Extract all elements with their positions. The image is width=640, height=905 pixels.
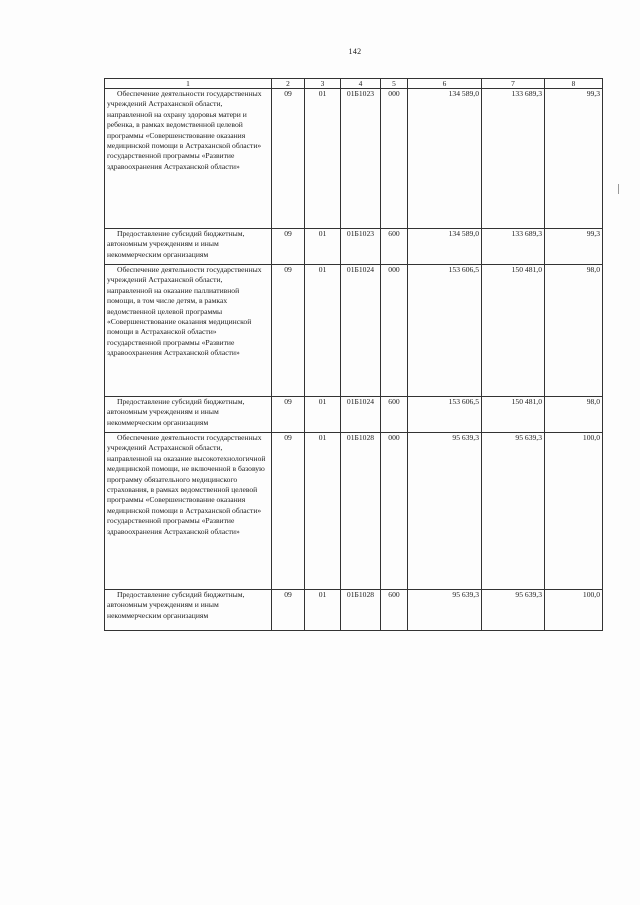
cell-section: 09 (272, 89, 305, 229)
cell-target-code: 01Б1023 (341, 229, 381, 265)
cell-section: 09 (272, 265, 305, 397)
description-text: Обеспечение деятельности государственных учреждений Астраханской области, направленной на оказание паллиативной помощи, в том числе детям, в рамках ведомственной целевой программы «Совершенствование оказания медицинской помощи в Астраханской области» государственной программы «Развитие здравоохранения Астраханской области» (107, 265, 262, 358)
cell-planned: 134 589,0 (408, 229, 482, 265)
cell-expense-type: 600 (381, 590, 408, 631)
cell-section: 09 (272, 229, 305, 265)
cell-subsection: 01 (305, 89, 341, 229)
header-row (105, 79, 603, 89)
cell-target-code: 01Б1024 (341, 397, 381, 433)
cell-section: 09 (272, 590, 305, 631)
cell-target-code: 01Б1023 (341, 89, 381, 229)
col-header-7: 7 (482, 79, 545, 89)
cell-section: 09 (272, 433, 305, 590)
cell-actual: 95 639,3 (482, 590, 545, 631)
cell-percent: 98,0 (545, 265, 603, 397)
cell-planned: 95 639,3 (408, 433, 482, 590)
cell-subsection: 01 (305, 433, 341, 590)
col-header-1: 1 (105, 79, 272, 89)
col-header-3: 3 (305, 79, 341, 89)
table-row (105, 590, 603, 631)
cell-subsection: 01 (305, 265, 341, 397)
table-row (105, 397, 603, 433)
cell-percent: 98,0 (545, 397, 603, 433)
cell-target-code: 01Б1028 (341, 590, 381, 631)
cell-percent: 99,3 (545, 229, 603, 265)
row-description (105, 590, 272, 631)
row-description (105, 433, 272, 590)
cell-percent: 99,3 (545, 89, 603, 229)
cell-subsection: 01 (305, 397, 341, 433)
row-description (105, 229, 272, 265)
row-description (105, 89, 272, 229)
table-row (105, 229, 603, 265)
page-number: 142 (348, 47, 362, 56)
cell-planned: 134 589,0 (408, 89, 482, 229)
col-header-5: 5 (381, 79, 408, 89)
cell-section: 09 (272, 397, 305, 433)
cell-expense-type: 000 (381, 265, 408, 397)
cell-actual: 133 689,3 (482, 229, 545, 265)
cell-planned: 95 639,3 (408, 590, 482, 631)
table-row (105, 89, 603, 229)
description-text: Предоставление субсидий бюджетным, автономным учреждениям и иным некоммерческим организациям (107, 590, 245, 620)
description-text: Предоставление субсидий бюджетным, автономным учреждениям и иным некоммерческим организациям (107, 229, 245, 259)
table-row (105, 433, 603, 590)
cell-target-code: 01Б1028 (341, 433, 381, 590)
cell-expense-type: 000 (381, 433, 408, 590)
col-header-2: 2 (272, 79, 305, 89)
scan-edge-mark (618, 184, 619, 194)
col-header-6: 6 (408, 79, 482, 89)
row-description (105, 265, 272, 397)
cell-percent: 100,0 (545, 433, 603, 590)
description-text: Обеспечение деятельности государственных учреждений Астраханской области, направленной на охрану здоровья матери и ребенка, в рамках ведомственной целевой программы «Совершенствование оказания медицинской помощи в Астраханской области» государственной программы «Развитие здравоохранения Астраханской области» (107, 89, 262, 171)
table-row (105, 265, 603, 397)
col-header-4: 4 (341, 79, 381, 89)
cell-actual: 133 689,3 (482, 89, 545, 229)
cell-actual: 95 639,3 (482, 433, 545, 590)
cell-actual: 150 481,0 (482, 397, 545, 433)
cell-percent: 100,0 (545, 590, 603, 631)
cell-expense-type: 600 (381, 397, 408, 433)
cell-subsection: 01 (305, 229, 341, 265)
cell-subsection: 01 (305, 590, 341, 631)
cell-target-code: 01Б1024 (341, 265, 381, 397)
description-text: Предоставление субсидий бюджетным, автономным учреждениям и иным некоммерческим организациям (107, 397, 245, 427)
cell-expense-type: 600 (381, 229, 408, 265)
budget-table (104, 78, 603, 631)
cell-actual: 150 481,0 (482, 265, 545, 397)
cell-expense-type: 000 (381, 89, 408, 229)
col-header-8: 8 (545, 79, 603, 89)
description-text: Обеспечение деятельности государственных учреждений Астраханской области, направленной на оказание высокотехнологичной медицинской помощи, не включенной в базовую программу обязательного медицинского страхования, в рамках ведомственной целевой программы «Совершенствование оказания медицинской помощи в Астраханской области» государственной программы «Развитие здравоохранения Астраханской области» (107, 433, 266, 536)
cell-planned: 153 606,5 (408, 397, 482, 433)
row-description (105, 397, 272, 433)
cell-planned: 153 606,5 (408, 265, 482, 397)
